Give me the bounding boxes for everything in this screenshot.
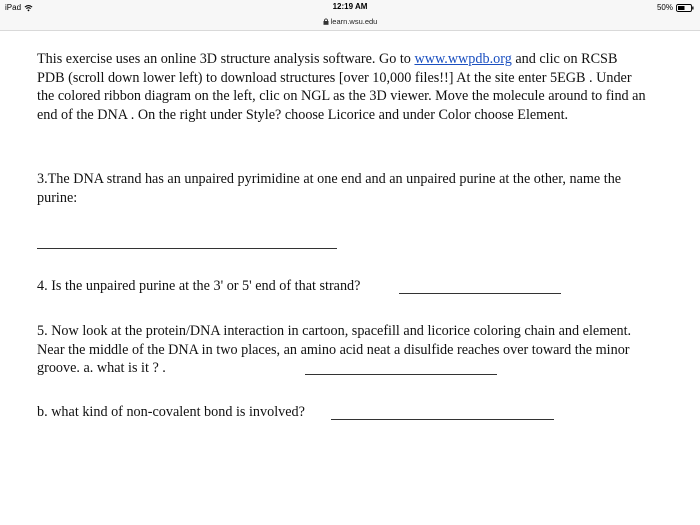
question-5-text: 5. Now look at the protein/DNA interaction in cartoon, spacefill and licorice coloring chain and element. Near the middle of the DNA in two places, an amino acid neat a disulfide reaches over toward the minor groove. a. what is it ? . xyxy=(37,323,632,376)
question-5b-text: b. what kind of non-covalent bond is involved? xyxy=(37,404,305,420)
wwpdb-link[interactable]: www.wwpdb.org xyxy=(414,51,512,67)
question-3-text: 3.The DNA strand has an unpaired pyrimidine at one end and an unpaired purine at the other, name the purine: xyxy=(37,171,622,206)
question-3-answer-line[interactable] xyxy=(37,248,337,249)
question-5a-answer-line[interactable] xyxy=(305,374,497,375)
clock: 12:19 AM xyxy=(332,2,368,11)
question-4-answer-line[interactable] xyxy=(399,293,561,294)
intro-text-1: This exercise uses an online 3D structure analysis software. Go to xyxy=(37,51,415,67)
question-4-text: 4. Is the unpaired purine at the 3' or 5' end of that strand? xyxy=(37,278,361,294)
device-name: iPad xyxy=(5,3,22,12)
question-5b-answer-line[interactable] xyxy=(331,419,554,420)
battery-percent: 50% xyxy=(656,3,673,12)
status-bar-center xyxy=(0,2,700,30)
status-bar-right xyxy=(657,3,694,12)
status-bar xyxy=(0,0,700,31)
address-bar[interactable] xyxy=(323,16,378,27)
url-text: learn.wsu.edu xyxy=(330,17,378,26)
lock-icon xyxy=(323,18,329,25)
intro-text-2: and clic on RCSB PDB (scroll down lower left) to download structures [over 10,000 files!!] At the site enter 5EGB . Under the colored ribbon diagram on the left, clic on NGL as the 3D viewer. Move the molecule around to find an end of the DNA . On the right under Style? choose Licorice and under Color choose Element. xyxy=(37,51,646,123)
intro-paragraph xyxy=(37,50,647,124)
question-5 xyxy=(37,322,647,378)
document-body xyxy=(37,50,647,124)
question-3 xyxy=(37,170,647,207)
battery-icon xyxy=(676,4,694,12)
